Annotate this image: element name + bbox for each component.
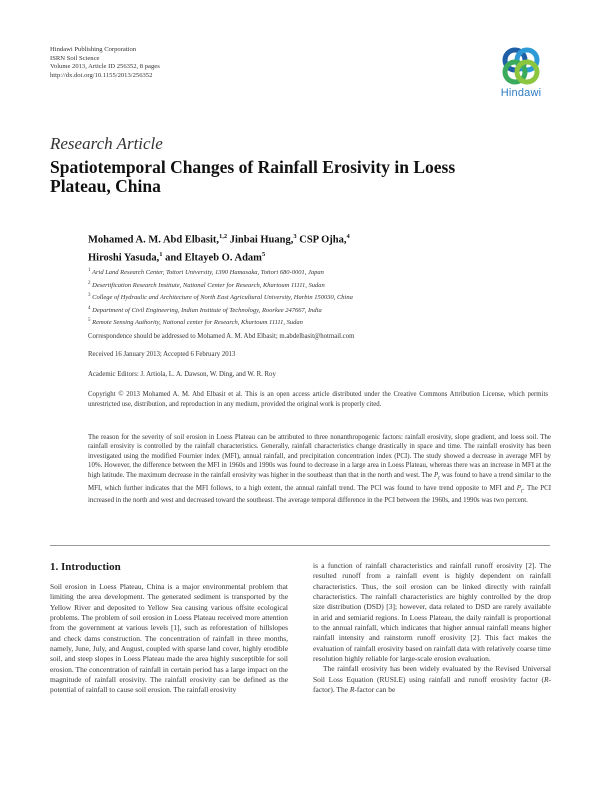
- author-1-affil: 1,2: [218, 233, 228, 240]
- body-paragraph: is a function of rainfall characteristics and rainfall runoff erosivity [2]. The resulted runoff from a rainfall event is highly dependent on rainfall characteristics. Thus, the soil erosion can be linked directly with rainfall characteristics. The rainfall characteristics are highly controlled by the drop size distribution (DSD) [3]; however, data related to DSD are rarely available in arid and semiarid regions. In Loess Plateau, the daily rainfall is proportional to the annual rainfall, which indicates that higher annual rainfall means higher rainfall intensity and rainstorm runoff erosivity [2]. This fact makes the evaluation of rainfall erosivity based on rainfall data with relatively coarse time resolution highly reliable for large-scale erosion evaluation.: [313, 561, 551, 664]
- abstract: The reason for the severity of soil erosion in Loess Plateau can be attributed to three nonanthropogenic factors: rainfall erosivity, slope gradient, and loess soil. The rainfall erosivity is controlled by the rainfall characteristics. Generally, rainfall characteristics change drastically in space and time. The rainfall erosivity has been investigated using the modified Fournier index (MFI), annual rainfall, and precipitation concentration index (PCI). The study showed a decrease in average MFI by 10%. However, the difference between the MFI in 1960s and 1990s was found to decrease in a large area in Loess Plateau, whereas there was an increase in MFI at the high latitude. The maximum decrease in the rainfall erosivity was higher in the southeast than that in the north and west. The $P_r$ was found to have a trend similar to the MFI, which further indicates that the MFI follows, to a high extent, the annual rainfall trend. The PCI was found to have trend opposite to MFI and $P_r$. The PCI increased in the north and west and decreased toward the southeast. The average temporal difference in the PCI between the 1960s, and 1990s was two percent.: [88, 434, 551, 505]
- correspondence-note: Correspondence should be addressed to Mohamed A. M. Abd Elbasit; m.abdelbasit@hotmail.com: [88, 333, 355, 340]
- hindawi-logo-icon: [501, 46, 541, 86]
- body-paragraph: The rainfall erosivity has been widely evaluated by the Revised Universal Soil Loss Equation (RUSLE) using rainfall and runoff erosivity factor (R-factor). The R-factor can be: [313, 664, 551, 695]
- author-list: [88, 230, 448, 265]
- author-4: Hiroshi Yasuda,: [88, 252, 160, 263]
- affiliation-item: $^3$ College of Hydraulic and Architecture of North East Agricultural University, Harbin 150030, China: [88, 293, 353, 302]
- section-heading-introduction: 1. Introduction: [50, 561, 121, 573]
- journal-header: [50, 46, 160, 80]
- author-5-affil: 5: [261, 250, 266, 258]
- author-2: Jinbai Huang,: [227, 234, 294, 246]
- hindawi-logo-text: Hindawi: [500, 87, 542, 99]
- affiliation-item: $^4$ Department of Civil Engineering, Indian Institute of Technology, Roorkee 247667, India: [88, 305, 322, 314]
- affiliation-item: $^1$ Arid Land Research Center, Tottori University, 1390 Hamasaka, Tottori 680-0001, Japan: [88, 268, 324, 277]
- journal-name: ISRN Soil Science: [50, 54, 100, 62]
- author-5: and Eltayeb O. Adam: [162, 252, 262, 263]
- body-paragraph: Soil erosion in Loess Plateau, China is a major environmental problem that limiting the area development. The generated sediment is transported by the Yellow River and deposited to Yellow Sea causing various offsite ecological problems. The problem of soil erosion in Loess Plateau received more attention from the government at various levels [1], such as reforestation of hillslopes and check dams construction. The concentration of rainfall in three months, namely, June, July, and August, coupled with sparse land cover, highly erodible soil, and steep slopes in Loess Plateau made the area highly susceptible for soil erosion. The concentration of rainfall in certain period has a large impact on the magnitude of rainfall erosivity. The rainfall erosivity can be defined as the potential of rainfall to cause soil erosion. The rainfall erosivity: [50, 582, 288, 695]
- academic-editors: Academic Editors: J. Artiola, L. A. Dawson, W. Ding, and W. R. Roy: [88, 371, 276, 378]
- body-column-left: [50, 561, 288, 696]
- body-column-right: [313, 561, 551, 695]
- article-type: Research Article: [50, 134, 163, 153]
- affiliation-item: $^2$ Desertification Research Institute, National Center for Research, Khartoum 11111, Sudan: [88, 280, 325, 289]
- author-3: CSP Ojha,: [296, 234, 347, 246]
- doi-link[interactable]: http://dx.doi.org/10.1155/2013/256352: [50, 71, 153, 79]
- affiliation-item: $^5$ Remote Sensing Authority, National center for Research, Khartoum 11111, Sudan: [88, 318, 303, 327]
- author-3-affil: 4: [346, 233, 350, 240]
- affiliation-list: [88, 266, 548, 329]
- hindawi-logo: [496, 46, 546, 108]
- author-1: Mohamed A. M. Abd Elbasit,: [88, 234, 219, 246]
- article-title: Spatiotemporal Changes of Rainfall Erosivity in Loess Plateau, China: [50, 157, 456, 196]
- author-2-affil: 3: [293, 233, 297, 240]
- author-4-affil: 1: [159, 250, 163, 258]
- copyright-notice: Copyright © 2013 Mohamed A. M. Abd Elbasit et al. This is an open access article distributed under the Creative Commons Attribution License, which permits unrestricted use, distribution, and reproduction in any medium, provided the original work is properly cited.: [88, 391, 548, 408]
- volume-info: Volume 2013, Article ID 256352, 8 pages: [50, 63, 160, 71]
- publisher-name: Hindawi Publishing Corporation: [50, 46, 137, 53]
- section-divider: [50, 545, 550, 546]
- received-dates: Received 16 January 2013; Accepted 6 February 2013: [88, 351, 236, 358]
